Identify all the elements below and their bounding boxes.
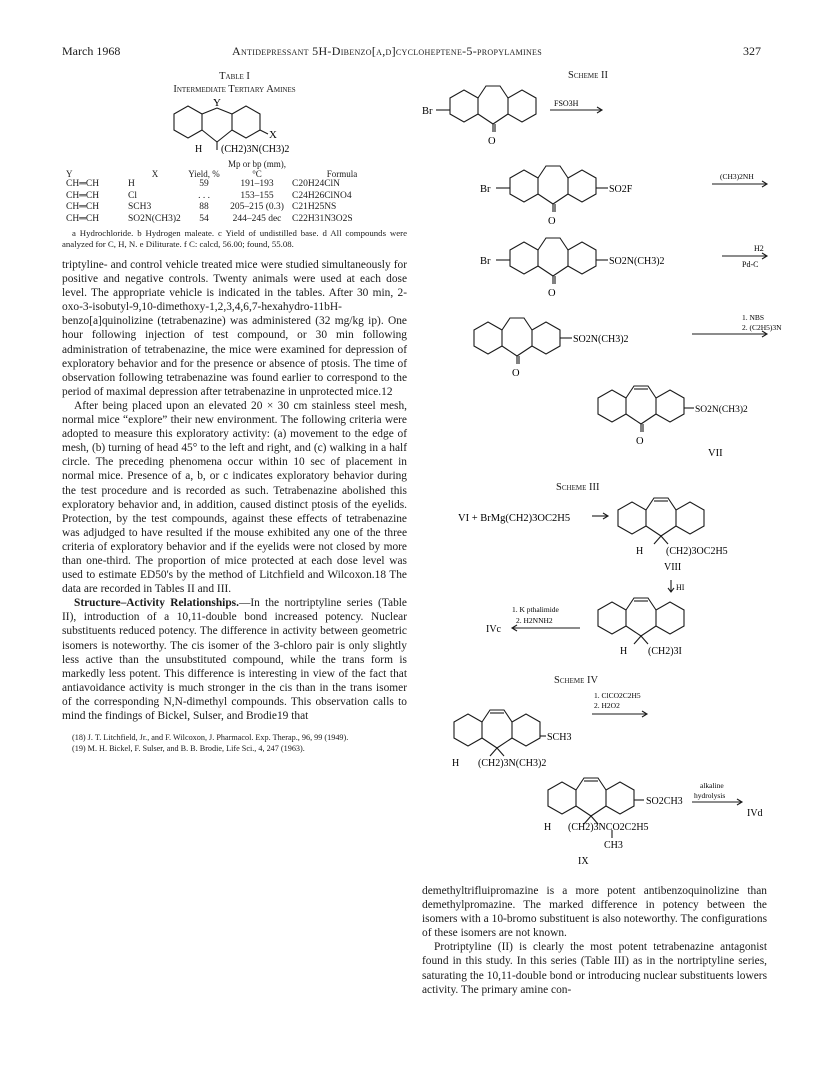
compound-ix-label: IX xyxy=(578,856,589,864)
table-row xyxy=(64,202,394,214)
cell-y: CH═CH xyxy=(66,202,100,212)
scheme-2-br-3: Br xyxy=(480,256,491,267)
sar-text: —In the nortriptyline series (Table II), introduction of a 10,11-double bond increased potency. Nuclear substituents reduced potency. The difference in activity between geometric isomers is noteworthy. The cis isomer of the 3-chloro pair is only slightly less active than the unsubstituted compound, while the trans form is markedly less potent. This difference is interesting in view of the fact that antiavoidance activity is much stronger in the cis than in the trans isomer of the corresponding N,N-dimethyl compounds. This observation calls to mind the findings of Bickel, Sulser, and Brodie19 that xyxy=(62,597,407,722)
cell-formula: C21H25NS xyxy=(292,202,337,212)
scheme-4-label: Scheme IV xyxy=(554,675,599,686)
scheme-2-reagent-1: FSO3H xyxy=(554,99,579,108)
paragraph-sar xyxy=(62,596,407,723)
table-row xyxy=(64,191,394,203)
cell-y: CH═CH xyxy=(66,213,100,224)
cell-mp: 244–245 dec xyxy=(232,213,282,224)
cell-yield: 88 xyxy=(199,202,209,212)
page-number: 327 xyxy=(743,44,761,58)
scheme-4-ch3: CH3 xyxy=(604,840,623,851)
cell-x: SO2N(CH3)2 xyxy=(128,213,181,224)
cell-formula: C22H31N3O2S xyxy=(292,213,353,224)
scheme-2-so2nme2-1: SO2N(CH3)2 xyxy=(609,256,665,267)
cell-x: H xyxy=(128,179,135,189)
scheme-4-so2ch3: SO2CH3 xyxy=(646,796,683,807)
scheme-3-reactants: VI + BrMg(CH2)3OC2H5 xyxy=(458,513,571,524)
scheme-2-br-2: Br xyxy=(480,184,491,195)
scheme-3-label: Scheme III xyxy=(556,482,600,493)
scheme-4-alkaline-b: hydrolysis xyxy=(694,791,726,800)
table-footnotes: a Hydrochloride. b Hydrogen maleate. c Yield of undistilled base. d All compounds were analyzed for C, H, N. e Diliturate. f C: calcd, 56.00; found, 55.08. xyxy=(62,228,407,249)
scheme-2-so2f: SO2F xyxy=(609,184,633,195)
table-row xyxy=(64,179,394,191)
scheme-4-reagent-a: 1. ClCO2C2H5 xyxy=(594,691,641,700)
structure-chain-label: (CH2)3N(CH3)2 xyxy=(221,144,290,154)
col-header-x: X xyxy=(151,169,159,179)
amines-table xyxy=(64,159,394,225)
cell-x: Cl xyxy=(128,190,137,201)
scheme-3-chain-2: (CH2)3I xyxy=(648,646,682,657)
paragraph-methods: triptyline- and control vehicle treated mice were studied simultaneously for positive and negative controls. Twenty animals were used at each dose level. The appropriate vehicle is indicated in the tables. After 30 min, 2-oxo-3-isobutyl-9,10-dimethoxy-1,2,3,4,6,7-hexahydro-11bH-benzo[a]quinolizine (tetrabenazine) was administered (32 mg/kg ip). One hour following injection of test compound, or 30 min following administration of tetrabenazine, the mice were examined for depression of exploratory behavior and for the presence or absence of ptosis. The time of observation following tetrabenazine was found earlier to correspond to the period of maximal depression after tetrabenazine in unprotected mice.12 xyxy=(62,259,407,398)
col-header-yield: Yield, % xyxy=(188,169,220,179)
scheme-3-h-1: H xyxy=(636,546,644,557)
scheme-2-reagent-4a: 1. NBS xyxy=(742,313,765,322)
left-column xyxy=(62,70,407,754)
scheme-2-label: Scheme II xyxy=(568,70,608,81)
running-header-title: Antidepressant 5H-Dibenzo[a,d]cycloheptene-5-propylamines xyxy=(232,44,542,58)
scheme-2-o-5: O xyxy=(636,436,644,447)
structure-x-label: X xyxy=(269,129,277,141)
scheme-4-chain-2: (CH2)3NCO2C2H5 xyxy=(568,822,649,833)
scheme-2-o-1: O xyxy=(488,136,496,147)
scheme-2-reagent-3a: H2 xyxy=(754,244,764,253)
scheme-2-reagent-4b: 2. (C2H5)3N xyxy=(742,323,782,332)
reference-18: (18) J. T. Litchfield, Jr., and F. Wilcoxon, J. Pharmacol. Exp. Therap., 96, 99 (1949). xyxy=(72,733,349,743)
scheme-2-reagent-2: (CH3)2NH xyxy=(720,172,754,181)
scheme-2-o-4: O xyxy=(512,368,520,379)
compound-viii-label: VIII xyxy=(664,562,682,573)
scheme-2-reagent-3b: Pd-C xyxy=(742,260,759,269)
compound-ivd-label: IVd xyxy=(747,808,763,819)
scheme-4-diagram xyxy=(422,684,782,864)
scheme-2-o-3: O xyxy=(548,288,556,299)
cell-formula: C20H24ClN xyxy=(292,179,341,189)
scheme-4-h-1: H xyxy=(452,758,460,769)
scheme-2-br-1: Br xyxy=(422,106,433,117)
scheme-3-chain-1: (CH2)3OC2H5 xyxy=(666,546,728,557)
right-column-text xyxy=(422,884,767,997)
cell-y: CH═CH xyxy=(66,179,100,189)
cell-mp: 191–193 xyxy=(240,179,274,189)
paragraph-protriptyline: Protriptyline (II) is clearly the most potent tetrabenazine antagonist found in this study. In this series (Table III) as in the nortriptyline series, saturating the 10,11-double bond or introducing nuclear substituents lowers activity. The primary amine con- xyxy=(422,941,767,996)
table-row xyxy=(64,214,394,226)
scheme-4-reagent-b: 2. H2O2 xyxy=(594,701,620,710)
col-header-y: Y xyxy=(66,169,73,179)
cell-formula: C24H26ClNO4 xyxy=(292,190,352,201)
scheme-4-h-2: H xyxy=(544,822,552,833)
cell-mp: 153–155 xyxy=(240,190,274,201)
structure-y-label: Y xyxy=(213,97,221,109)
running-header-date: March 1968 xyxy=(62,44,121,58)
scheme-2-so2nme2-2: SO2N(CH3)2 xyxy=(573,334,629,345)
scheme-3-reagent-b: 2. H2NNH2 xyxy=(516,616,553,625)
cell-yield: . . . xyxy=(198,190,210,201)
scheme-3-diagram xyxy=(422,492,782,662)
references xyxy=(62,733,407,754)
scheme-3-hi: HI xyxy=(676,583,685,592)
compound-vii-label: VII xyxy=(708,448,723,459)
cell-mp: 205–215 (0.3) xyxy=(230,202,284,212)
table-structure-diagram xyxy=(62,96,402,154)
scheme-2-o-2: O xyxy=(548,216,556,227)
scheme-2-so2nme2-3: SO2N(CH3)2 xyxy=(695,405,748,415)
scheme-3-h-2: H xyxy=(620,646,628,657)
compound-ivc-label: IVc xyxy=(486,624,501,635)
structure-h-label: H xyxy=(195,144,203,154)
scheme-4-alkaline-a: alkaline xyxy=(700,781,724,790)
scheme-4-chain-1: (CH2)3N(CH3)2 xyxy=(478,758,547,769)
sar-heading: Structure–Activity Relationships. xyxy=(74,597,239,610)
paragraph-exploration: After being placed upon an elevated 20 × 30 cm stainless steel mesh, normal mice “explore” their new environment. The following criteria were adopted to measure this exploratory activity: (a) movement to the edge of mesh, (b) turning of head 45° to the left and right, and (c) walking in a half circle. The preceding phenomena occur within 10 sec of placement in normal mice. Presence of a, b, or c indicates exploratory behavior during the test procedure and is recorded as such. Tetrabenazine abolished this exploratory behavior and, in addition, caused distinct ptosis of the eyelids. Protection, by the test compounds, against these effects of tetrabenazine was adjudged to have resulted if the mouse exhibited any one of the three criteria of exploratory behavior and if the eyelids were not closed by more than one-third. The proportion of mice protected at each dose level was used to estimate ED50's by the method of Litchfield and Wilcoxon.18 The data are recorded in Tables II and III. xyxy=(62,399,407,596)
cell-yield: 54 xyxy=(199,213,209,224)
table-caption: Intermediate Tertiary Amines xyxy=(173,84,296,95)
cell-x: SCH3 xyxy=(128,202,152,212)
paragraph-demethyl: demethyltrifluipromazine is a more potent antibenzoquinolizine than demethylpromazine. The marked difference in potency between the isomers with a 10-bromo substituent is also noteworthy. The configurations of these isomers are not known. xyxy=(422,885,767,940)
table-label: Table I xyxy=(219,71,250,82)
scheme-3-reagent-a: 1. K pthalimide xyxy=(512,605,559,614)
cell-yield: 59 xyxy=(199,179,209,189)
reference-19: (19) M. H. Bickel, F. Sulser, and B. B. Brodie, Life Sci., 4, 247 (1963). xyxy=(72,743,305,753)
col-header-mp: Mp or bp (mm), °C xyxy=(228,159,286,179)
scheme-2-diagram xyxy=(422,80,782,460)
scheme-4-sch3: SCH3 xyxy=(547,732,572,743)
cell-y: CH═CH xyxy=(66,190,100,201)
col-header-formula: Formula xyxy=(326,169,358,179)
